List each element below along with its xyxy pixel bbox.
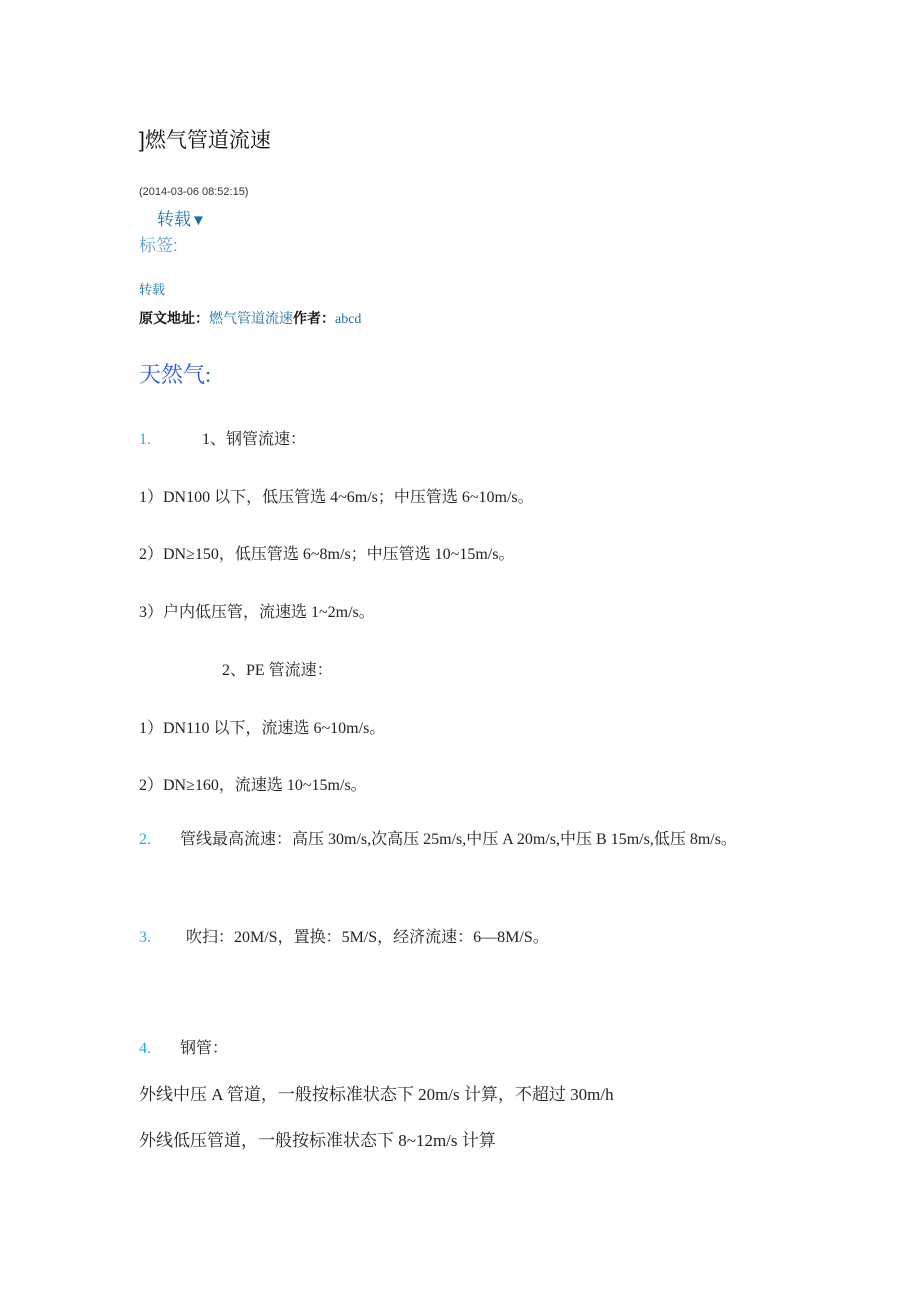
steel-rule-3: 3）户内低压管，流速选 1~2m/s。 xyxy=(139,604,375,621)
repost-dropdown[interactable] xyxy=(157,205,206,230)
list-item-4 xyxy=(139,1035,228,1058)
triangle-down-icon: ▼ xyxy=(191,212,206,229)
article-date: (2014-03-06 08:52:15) xyxy=(139,186,249,198)
list-item-1 xyxy=(139,426,306,449)
pipe-line-b: 外线低压管道，一般按标准状态下 8~12m/s 计算 xyxy=(139,1131,496,1150)
pe-rule-1: 1）DN110 以下，流速选 6~10m/s。 xyxy=(139,720,386,737)
list-item-2 xyxy=(139,821,789,858)
pe-rule-2: 2）DN≥160，流速选 10~15m/s。 xyxy=(139,777,367,794)
steel-rule-2: 2）DN≥150，低压管选 6~8m/s；中压管选 10~15m/s。 xyxy=(139,546,515,563)
list-number: 3. xyxy=(139,929,151,946)
author-link[interactable]: abcd xyxy=(335,312,362,327)
repost-label: 转载 xyxy=(157,210,191,229)
list-item-text: 钢管： xyxy=(180,1040,229,1057)
tags-label: 标签: xyxy=(139,236,178,255)
source-link[interactable]: 燃气管道流速 xyxy=(209,310,293,326)
source-line xyxy=(139,308,361,328)
article-title: ]燃气管道流速 xyxy=(139,129,271,152)
pe-subtitle: 2、PE 管流速： xyxy=(222,662,333,679)
steel-rule-1: 1）DN100 以下，低压管选 4~6m/s；中压管选 6~10m/s。 xyxy=(139,489,534,506)
list-item-text: 吹扫：20M/S，置换：5M/S，经济流速：6—8M/S。 xyxy=(186,929,549,946)
list-number: 1. xyxy=(139,431,151,448)
list-number: 2. xyxy=(139,831,151,848)
author-label: 作者： xyxy=(293,310,335,326)
pipe-line-a: 外线中压 A 管道，一般按标准状态下 20m/s 计算，不超过 30m/h xyxy=(139,1085,614,1104)
list-item-text: 管线最高流速：高压 30m/s,次高压 25m/s,中压 A 20m/s,中压 B 15m/s,低压 8m/s。 xyxy=(180,831,737,848)
tag-link[interactable]: 转载 xyxy=(139,282,166,297)
list-item-3 xyxy=(139,924,549,947)
list-item-text: 1、钢管流速： xyxy=(202,431,307,448)
section-heading: 天然气: xyxy=(139,362,212,387)
source-label: 原文地址： xyxy=(139,310,209,326)
list-number: 4. xyxy=(139,1040,151,1057)
